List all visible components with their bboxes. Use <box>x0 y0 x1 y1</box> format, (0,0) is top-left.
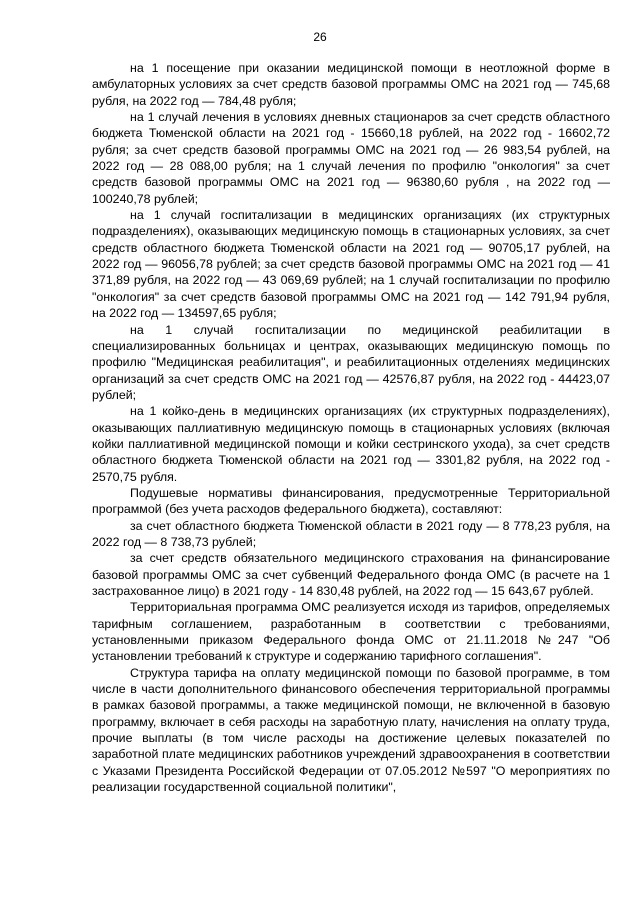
paragraph-day-hospital: на 1 случай лечения в условиях дневных стационаров за счет средств областного бюджета Тюменской области на 2021 год - 15660,18 рублей, на 2022 год - 16602,72 рубля; за счет средств базовой программы ОМС на 2021 год — 26 983,54 рублей, на 2022 год — 28 088,00 рубля; на 1 случай лечения по профилю "онкология" за счет средств базовой программы ОМС на 2021 год — 96380,60 рубля , на 2022 год — 100240,78 рублей; <box>92 110 610 206</box>
paragraph-regional-budget: за счет областного бюджета Тюменской области в 2021 году — 8 778,23 рубля, на 2022 год — 8 738,73 рублей; <box>92 518 610 549</box>
paragraph-outpatient-emergency: на 1 посещение при оказании медицинской помощи в неотложной форме в амбулаторных условиях за счет средств базовой программы ОМС на 2021 год — 745,68 рубля, на 2022 год — 784,48 рубля; <box>92 61 610 108</box>
paragraph-hospitalization: на 1 случай госпитализации в медицинских организациях (их структурных подразделениях), оказывающих медицинскую помощь в стационарных условиях, за счет средств областного бюджета Тюменской области на 2021 год — 90705,17 рублей, на 2022 год — 96056,78 рублей; за счет средств базовой программы ОМС на 2021 год — 41 371,89 рубля, на 2022 год — 43 069,69 рублей; на 1 случай госпитализации по профилю "онкология" за счет средств базовой программы ОМС на 2021 год — 142 791,94 рубля, на 2022 год — 134597,65 рубля; <box>92 208 610 321</box>
paragraph-tariff-structure: Структура тарифа на оплату медицинской помощи по базовой программе, в том числе в части дополнительного финансового обеспечения территориальной программы в рамках базовой программы, а также медицинской помощи, не включенной в базовую программу, включает в себя расходы на заработную плату, начисления на оплату труда, прочие выплаты (в том числе расходы на достижение целевых показателей по заработной плате медицинских работников учреждений здравоохранения в соответствии с Указами Президента Российской Федерации от 07.05.2012 №597 "О мероприятиях по реализации государственной социальной политики", <box>92 665 610 795</box>
document-body <box>92 60 610 795</box>
paragraph-oms-funding: за счет средств обязательного медицинского страхования на финансирование базовой программы ОМС за счет субвенций Федерального фонда ОМС (в расчете на 1 застрахованное лицо) в 2021 году - 14 830,48 рублей, на 2022 год — 15 643,67 рублей. <box>92 551 610 598</box>
paragraph-per-capita-norms: Подушевые нормативы финансирования, предусмотренные Территориальной программой (без учета расходов федерального бюджета), составляют: <box>92 485 610 517</box>
paragraph-tariff-agreement: Территориальная программа ОМС реализуется исходя из тарифов, определяемых тарифным соглашением, разработанным в соответствии с требованиями, установленными приказом Федерального фонда ОМС от 21.11.2018 №247 "Об установлении требований к структуре и содержанию тарифного соглашения". <box>92 600 610 664</box>
paragraph-palliative-bed-day: на 1 койко-день в медицинских организациях (их структурных подразделениях), оказывающих паллиативную медицинскую помощь в стационарных условиях (включая койки паллиативной медицинской помощи и койки сестринского ухода), за счет средств областного бюджета Тюменской области на 2021 год — 3301,82 рубля, на 2022 год - 2570,75 рубля. <box>92 404 610 484</box>
paragraph-rehabilitation: на 1 случай госпитализации по медицинской реабилитации в специализированных больницах и центрах, оказывающих медицинскую помощь по профилю "Медицинская реабилитация", и реабилитационных отделениях медицинских организаций за счет средств ОМС на 2021 год — 42576,87 рубля, на 2022 год - 44423,07 рублей; <box>92 322 610 402</box>
page-number: 26 <box>313 30 327 44</box>
